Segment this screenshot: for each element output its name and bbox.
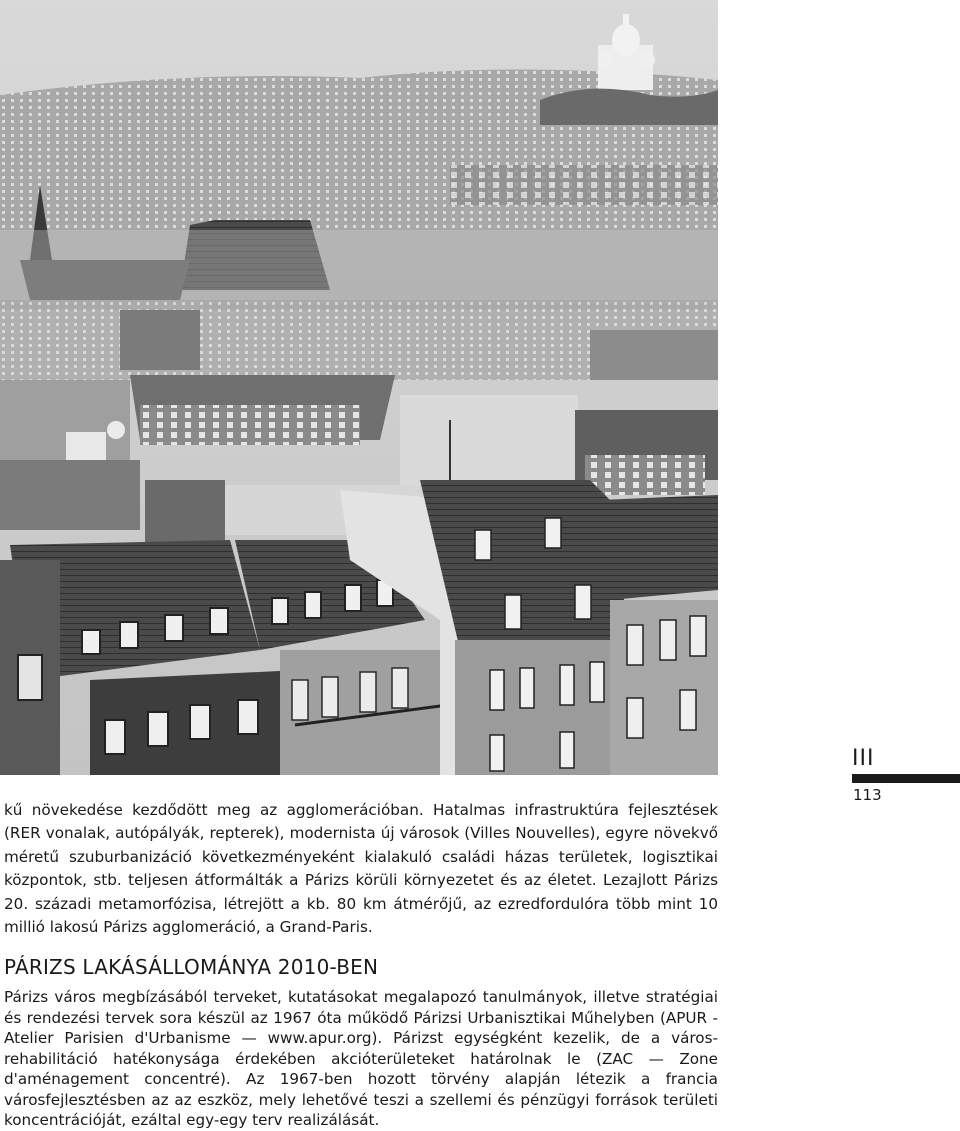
section-heading: PÁRIZS LAKÁSÁLLOMÁNYA 2010-BEN <box>4 955 379 979</box>
chapter-bar <box>852 774 960 783</box>
body-paragraph-2: Párizs város megbízásából terveket, kutatásokat megalapozó tanulmányok, illetve stratégiai és rendezési tervek sora készül az 1967 óta működő Párizsi Urbanisztikai Műhelyben (APUR - Atelier Parisien d'Urbanisme — www.apur.org). Párizst egységként kezelik, de a város-rehabilitáció hatékonysága érdekében akcióterületeket határolnak le (ZAC — Zone d'aménagement concentré). Az 1967-ben hozott törvény alapján létezik a francia városfejlesztésben az az eszköz, mely lehetővé teszi a szellemi és pénzügyi források területi koncentrációját, ezáltal egy-egy terv realizálását. <box>4 988 718 1129</box>
chapter-numeral: III <box>852 746 875 771</box>
page-number: 113 <box>853 786 882 804</box>
body-paragraph-1: kű növekedése kezdődött meg az agglomerációban. Hatalmas infrastruktúra fejlesztések (RER vonalak, autópályák, repterek), modernista új városok (Villes Nouvelles), egyre növekvő méretű szuburbanizáció következményeként kialakuló családi házas területek, logisztikai központok, stb. teljesen átformálták a Párizs körüli környezetet és az életet. Lezajlott Párizs 20. századi metamorfózisa, létrejött a kb. 80 km átmérőjű, az ezredfordulóra több mint 10 millió lakosú Párizs agglomeráció, a Grand-Paris. <box>4 801 718 937</box>
